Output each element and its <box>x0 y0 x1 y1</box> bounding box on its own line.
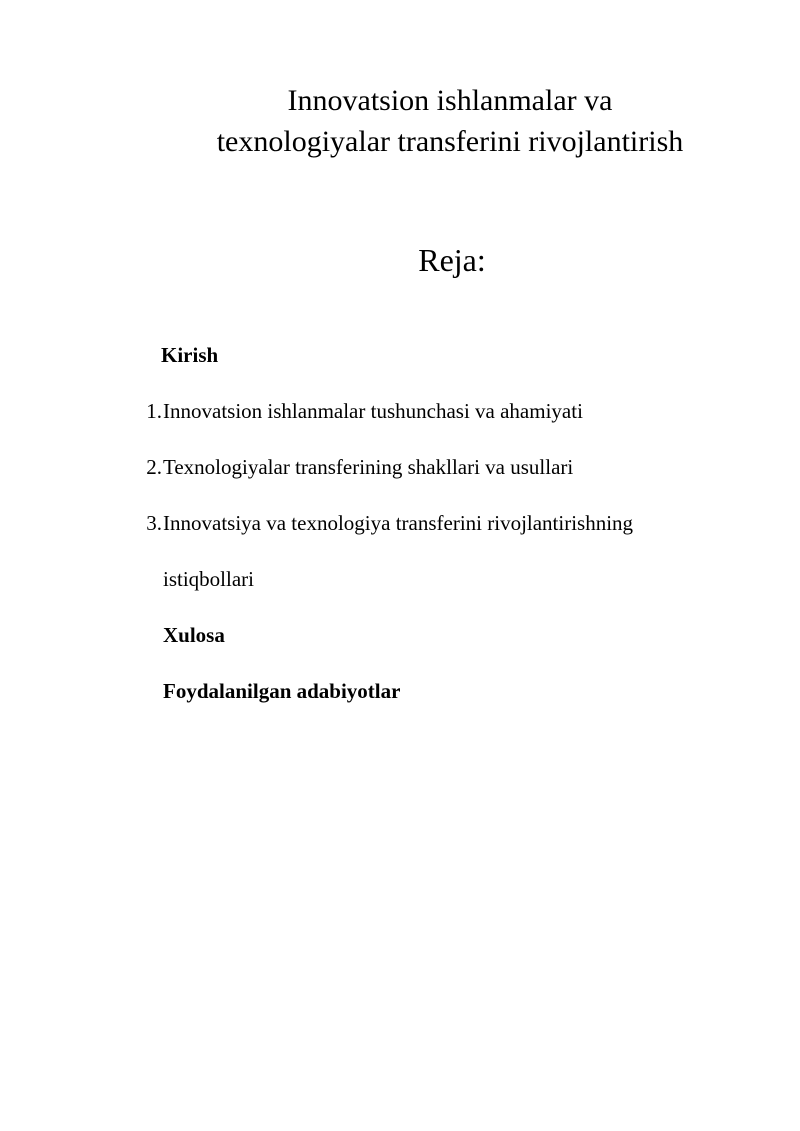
conclusion-label: Xulosa <box>163 623 225 647</box>
plan-heading: Reja: <box>418 242 486 278</box>
list-item-number: 1. <box>146 399 162 423</box>
list-item-text: Innovatsion ishlanmalar tushunchasi va ahamiyati <box>163 399 583 423</box>
intro-label: Kirish <box>161 343 219 367</box>
references-label: Foydalanilgan adabiyotlar <box>163 679 401 703</box>
list-item-text: Texnologiyalar transferining shakllari va usullari <box>163 455 574 479</box>
title-line-2: texnologiyalar transferini rivojlantirish <box>216 125 684 158</box>
list-item-number: 3. <box>146 511 162 535</box>
list-item-number: 2. <box>146 455 162 479</box>
list-item-continuation-text: istiqbollari <box>163 567 254 591</box>
document-title <box>100 80 800 162</box>
title-line-1: Innovatsion ishlanmalar va <box>287 84 613 117</box>
list-item-text: Innovatsiya va texnologiya transferini rivojlantirishning <box>163 511 634 535</box>
